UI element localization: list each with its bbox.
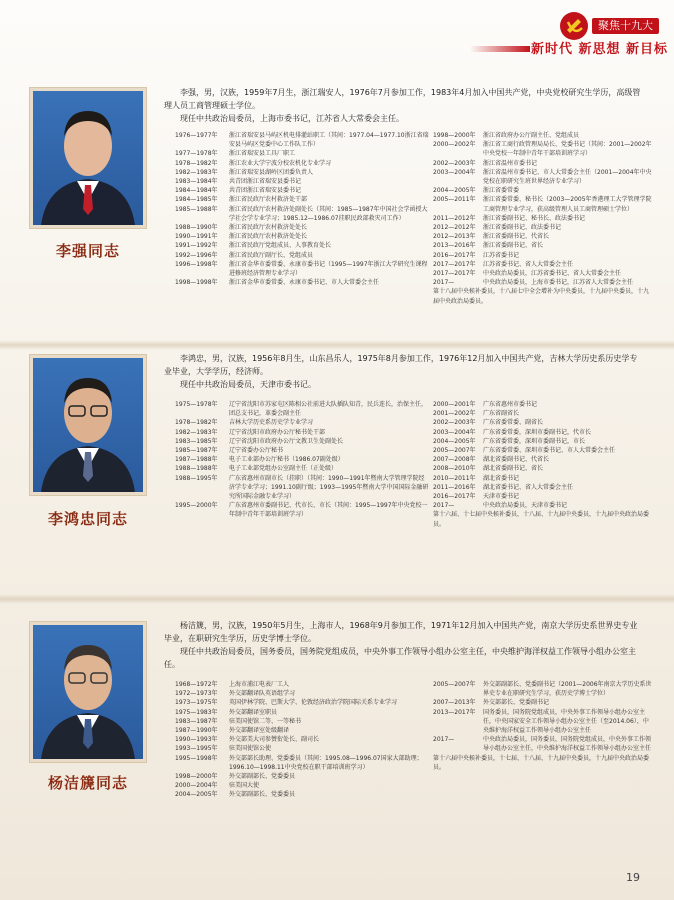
career-row: 1998—2000年 外交部副部长、党委委员: [175, 773, 296, 781]
career-row: 2004—2005年 广东省委常委，深圳市委副书记，市长: [433, 437, 586, 445]
career-column-left: [175, 131, 430, 287]
career-row: 2016—2017年 天津市委书记: [433, 493, 520, 501]
person-name: 李强同志: [55, 242, 120, 260]
career-row: 1984—1985年 浙江省民政厅农村救济处干部: [175, 196, 308, 204]
person-name: 杨洁篪同志: [47, 774, 128, 792]
career-row: 1983—1985年 辽宁省沈阳市政府办公厅文教卫生处副处长: [175, 437, 344, 445]
career-row: 1977—1978年 浙江省瑞安县工具厂职工: [175, 150, 296, 158]
person-intro: [164, 619, 644, 671]
career-row: 2000—2001年 广东省惠州市委书记: [433, 401, 538, 408]
career-row: 2004—2005年 浙江省委常委: [433, 187, 520, 195]
career-row: 2001—2002年 广东省副省长: [433, 410, 520, 418]
career-row: 1987—1988年 电子工业部办公厅秘书（1986.07副处级）: [175, 456, 344, 464]
career-row: 2002—2003年 浙江省温州市委书记: [433, 159, 538, 167]
intro-paragraph: 杨洁篪，男，汉族，1950年5月生，上海市人，1968年9月参加工作，1971年12月加入中国共产党，南京大学历史系世界史专业毕业，在职研究生学历，历史学博士学位。: [164, 621, 638, 643]
header-tag: 聚焦十九大: [592, 18, 659, 34]
intro-paragraph: 现任中共政治局委员，上海市委书记，江苏省人大常委会主任。: [180, 114, 404, 123]
intro-paragraph: 现任中共政治局委员，国务委员，国务院党组成员，中央外事工作领导小组办公室主任，中央维护海洋权益工作领导小组办公室主任。: [164, 647, 636, 669]
career-row: 1992—1996年 浙江省民政厅副厅长、党组成员: [175, 251, 314, 259]
career-column-left: [175, 680, 430, 800]
career-row: 1987—1990年 外交部翻译室处级翻译: [175, 727, 290, 735]
career-row: 1968—1972年 上海市浦江电表厂工人: [175, 681, 290, 688]
portrait-photo: [30, 622, 146, 762]
career-row: 2003—2004年 浙江省温州市委书记、市人大常委会主任（2001—2004年中央党校在职研究生班世界经济专业学习）: [433, 168, 652, 186]
career-row: 2017— 中央政治局委员，上海市委书记，江苏省人大常委会主任: [433, 279, 634, 287]
career-row: 2013—2016年 浙江省委副书记、省长: [433, 242, 544, 250]
career-row: 2013—2017年 国务委员，国务院党组成员，中央外事工作领导小组办公室主任，中央国家安全工作领导小组办公室主任（至2014.06），中央维护海洋权益工作领导小组办公室主任: [433, 708, 649, 735]
career-row: 1985—1987年 辽宁省委办公厅秘书: [175, 447, 284, 455]
career-row: 2000—2004年 驻美国大使: [175, 782, 260, 790]
person-name: 李鸿忠同志: [47, 510, 128, 528]
career-row: 2007—2008年 湖北省委副书记、代省长: [433, 456, 550, 464]
person-intro: [164, 86, 644, 125]
career-row: 1985—1988年 浙江省民政厅农村救济处副处长（其间：1985—1987年中国社会学函授大学社会学专业学习；1985.12—1986.07挂职民政部救灾司工作）: [175, 205, 428, 222]
career-row: 2017— 中央政治局委员，天津市委书记: [433, 502, 568, 510]
career-summary: 第十六届中央候补委员，十七届、十八届、十九届中央委员，十九届中央政治局委员。: [433, 754, 650, 771]
career-row: 2008—2010年 湖北省委副书记、省长: [433, 465, 544, 473]
career-row: 2003—2004年 广东省委常委，深圳市委副书记，代市长: [433, 428, 592, 436]
intro-paragraph: 李鸿忠，男，汉族，1956年8月生，山东昌乐人，1975年8月参加工作，1976年12月加入中国共产党，吉林大学历史系历史学专业毕业，大学学历，经济师。: [164, 354, 638, 376]
career-row: 2002—2003年 广东省委常委、副省长: [433, 419, 544, 427]
career-row: 2007—2013年 外交部部长、党委副书记: [433, 699, 550, 707]
career-row: 1978—1982年 吉林大学历史系历史学专业学习: [175, 419, 314, 427]
career-row: 2010—2011年 湖北省委书记: [433, 474, 520, 482]
header-ribbon: [470, 46, 530, 52]
career-row: 1990—1993年 外交部美大司参赞衔处长、副司长: [175, 736, 320, 744]
career-row: 1993—1995年 驻美国使馆公使: [175, 745, 272, 753]
page-header: [0, 0, 674, 62]
portrait-photo: [30, 355, 146, 495]
person-intro: [164, 352, 644, 391]
career-row: 1972—1973年 外交部翻译队英语组学习: [175, 690, 296, 698]
career-row: 1995—1998年 外交部部长助理、党委委员（其间：1995.08—1996.07国家大部助理；1996.10—1998.11中央党校在职干部培训班学习）: [175, 754, 423, 771]
header-slogan: 新时代 新思想 新目标: [530, 42, 668, 57]
career-row: 1991—1992年 浙江省民政厅党组成员、人事教育处长: [175, 242, 332, 250]
career-column-right: [433, 400, 653, 529]
career-row: 1984—1984年 共青团浙江省瑞安县委书记: [175, 187, 302, 195]
career-row: 2005—2011年 浙江省委常委、秘书长（2003—2005年香港理工大学管理学院工商管理专业学习，获高级管理人员工商管理硕士学位）: [433, 196, 652, 213]
career-column-right: [433, 680, 653, 772]
career-row: 1998—1998年 浙江省金华市委常委、永康市委书记、市人大常委会主任: [175, 279, 380, 287]
career-row: 1982—1983年 辽宁省沈阳市政府办公厅秘书处干部: [175, 428, 326, 436]
career-row: 2004—2005年 外交部副部长、党委委员: [175, 791, 296, 799]
career-row: 1975—1983年 外交部翻译室职员: [175, 708, 278, 716]
career-row: 1978—1982年 浙江农业大学宁波分校农机化专业学习: [175, 159, 332, 167]
career-summary: 第十八届中央候补委员，十八届七中全会增补为中央委员，十九届中央委员，十九届中央政治局委员。: [433, 288, 650, 305]
career-row: 2005—2007年 广东省委常委、深圳市委书记、市人大常委会主任: [433, 447, 616, 455]
career-row: 1998—2000年 浙江省政府办公厅副主任、党组成员: [433, 132, 580, 139]
career-row: 1983—1987年 驻美国使馆二等、一等秘书: [175, 717, 302, 725]
career-row: 1990—1991年 浙江省民政厅农村救济处处长: [175, 233, 308, 241]
career-row: 1983—1984年 共青团浙江省瑞安县委书记: [175, 178, 302, 186]
career-row: 2005—2007年 外交部副部长、党委副书记（2001—2006年南京大学历史系世界史专业在职研究生学习，获历史学博士学位）: [433, 681, 652, 698]
career-row: 2012—2012年 浙江省委副书记、政法委书记: [433, 224, 562, 232]
career-row: 1973—1975年 英国伊林学院、巴斯大学、伦敦经济政治学院国际关系专业学习: [175, 699, 398, 707]
career-row: 1976—1977年 浙江省瑞安县马屿区机电排灌站职工（其间：1977.04—1977.10浙江省瑞安县马屿区党委中心工作队工作）: [175, 132, 429, 149]
career-row: 2016—2017年 江苏省委书记: [433, 251, 520, 259]
career-row: 2017—2017年 中央政治局委员，江苏省委书记、省人大常委会主任: [433, 270, 622, 278]
section-divider: [0, 340, 674, 350]
career-row: 1996—1998年 浙江省金华市委常委、永康市委书记（1995—1997年浙江大学研究生课程进修班经济管理专业学习）: [175, 260, 428, 278]
career-row: 1982—1983年 浙江省瑞安县湖岭区团委负责人: [175, 168, 314, 176]
career-row: 2000—2002年 浙江省工商行政管理局局长、党委书记（其间：2001—2002年中央党校一年制中青年干部培训班学习）: [433, 141, 652, 158]
page-number: 19: [626, 871, 640, 884]
career-row: 2011—2016年 湖北省委书记、省人大常委会主任: [433, 483, 574, 491]
career-row: 1988—1988年 电子工业部党组办公室副主任（正处级）: [175, 465, 338, 473]
intro-paragraph: 现任中共政治局委员，天津市委书记。: [180, 380, 316, 389]
career-row: 1995—2000年 广东省惠州市委副书记、代市长、市长（其间：1995—1997年中央党校一年制中青年干部培训班学习）: [175, 502, 428, 519]
section-divider: [0, 594, 674, 604]
career-summary: 第十六届、十七届中央候补委员，十八届、十九届中央委员，十九届中央政治局委员。: [433, 511, 650, 528]
career-row: 2012—2013年 浙江省委副书记、代省长: [433, 233, 550, 241]
career-column-left: [175, 400, 430, 520]
career-column-right: [433, 131, 653, 306]
career-row: 2017— 中央政治局委员，国务委员，国务院党组成员，中央外事工作领导小组办公室主任，中央维护海洋权益工作领导小组办公室主任: [433, 736, 652, 753]
intro-paragraph: 李强，男，汉族，1959年7月生，浙江瑞安人，1976年7月参加工作，1983年4月加入中国共产党，中央党校研究生学历，高级管理人员工商管理硕士学位。: [164, 88, 641, 110]
career-row: 1988—1995年 广东省惠州市副市长（挂职）（其间：1990—1991年暨南大学管理学院经济学专业学习；1991.10副厅级；1993—1995年暨南大学中国国际金融研究所国际金融专业学习）: [175, 474, 429, 501]
career-row: 1988—1990年 浙江省民政厅农村救济处处长: [175, 224, 308, 232]
career-row: 2017—2017年 江苏省委书记、省人大常委会主任: [433, 260, 574, 268]
career-row: 2011—2012年 浙江省委副书记、秘书长、政法委书记: [433, 214, 586, 222]
career-row: 1975—1978年 辽宁省沈阳市苏家屯区陈相公社前进大队插队知青，民兵连长，治保主任，团总支书记，革委会副主任: [175, 401, 428, 418]
portrait-photo: [30, 88, 146, 228]
